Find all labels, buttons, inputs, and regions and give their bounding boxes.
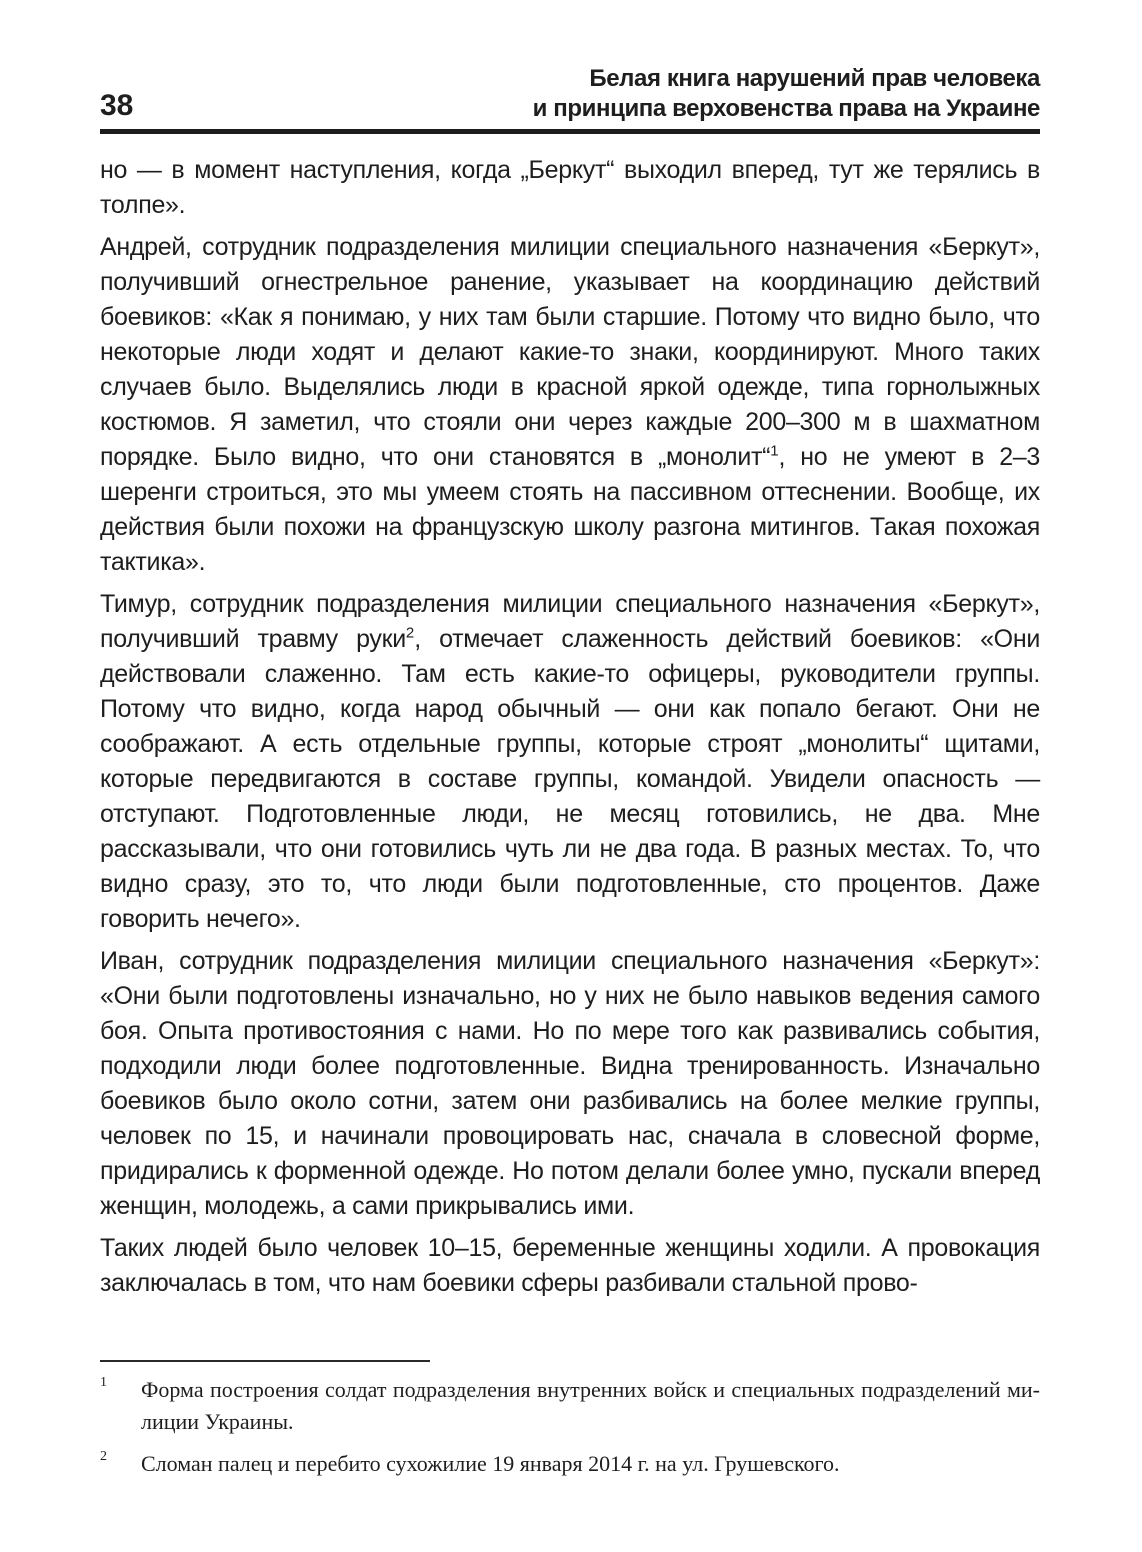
header-rule	[100, 129, 1040, 134]
footnote-separator-rule	[100, 1360, 430, 1362]
running-title-line-2: и принципа верховенства права на Украине	[532, 95, 1040, 122]
paragraph: Таких людей было человек 10–15, беременные женщины ходили. А провокация заключалась в том, что нам боевики сферы разбивали стальной прово-	[100, 1234, 1040, 1297]
page-header	[100, 64, 1040, 124]
body-text	[100, 153, 1040, 1301]
paragraph: Андрей, сотрудник подразделения милиции специального назначения «Беркут», получивший огнестрельное ранение, указывает на координацию действий боевиков: «Как я понимаю, у них там были старшие. Потому что видно было, что некоторые люди ходят и делают какие-то знаки, координируют. Много таких случаев было. Выделялись люди в красной яркой одежде, типа горнолыжных костюмов. Я заметил, что стояли они через каждые 200–300 м в шахматном порядке. Было видно, что они становятся в „монолит“$^1$, но не умеют в 2–3 шеренги строиться, это мы умеем стоять на пассивном оттеснении. Вообще, их действия были похожи на французскую школу разгона митингов. Такая похожая тактика».	[100, 233, 1041, 576]
footnote-text: Форма построения солдат подразделения внутренних войск и специальных подразделений милиции Украины.	[141, 1377, 1040, 1434]
footnote-ref: 1	[770, 442, 779, 460]
footnote	[100, 1374, 1040, 1438]
paragraph: но — в момент наступления, когда „Беркут“ выходил вперед, тут же терялись в толпе».	[100, 156, 1040, 219]
footnote-marker: 2	[100, 1449, 107, 1464]
paragraph: Тимур, сотрудник подразделения милиции специального назначения «Беркут», получивший травму руки$^2$, отмечает слаженность действий боевиков: «Они действовали слаженно. Там есть какие-то офицеры, руководители группы. Потому что видно, когда народ обычный — они как попало бегают. Они не соображают. А есть отдельные группы, которые строят „монолиты“ щитами, которые передвигаются в составе группы, командой. Увидели опасность — отступают. Подготовленные люди, не месяц готовились, не два. Мне рассказывали, что они готовились чуть ли не два года. В разных местах. То, что видно сразу, это то, что люди были подготовленные, сто процентов. Даже говорить нечего».	[100, 590, 1041, 933]
running-title-line-1: Белая книга нарушений прав человека	[589, 65, 1040, 92]
footnote-list	[100, 1374, 1040, 1480]
page-number: 38	[100, 89, 134, 122]
footnote-text: Сломан палец и перебито сухожилие 19 января 2014 г. на ул. Грушевского.	[141, 1451, 840, 1476]
footnote	[100, 1448, 1040, 1480]
running-title	[533, 64, 1040, 124]
paragraph: Иван, сотрудник подразделения милиции специального назначения «Беркут»: «Они были подготовлены изначально, но у них не было навыков ведения самого боя. Опыта противостояния с нами. Но по мере того как развивались события, подходили люди более подготовленные. Видна тренированность. Изначально боевиков было около сотни, затем они разбивались на более мелкие группы, человек по 15, и начинали провоцировать нас, сначала в словесной форме, придирались к форменной одежде. Но потом делали более умно, пускали вперед женщин, молодежь, а сами прикрывались ими.	[100, 947, 1040, 1220]
footnote-marker: 1	[100, 1375, 107, 1390]
footnotes-section	[100, 1360, 1040, 1480]
footnote-ref: 2	[405, 624, 415, 642]
